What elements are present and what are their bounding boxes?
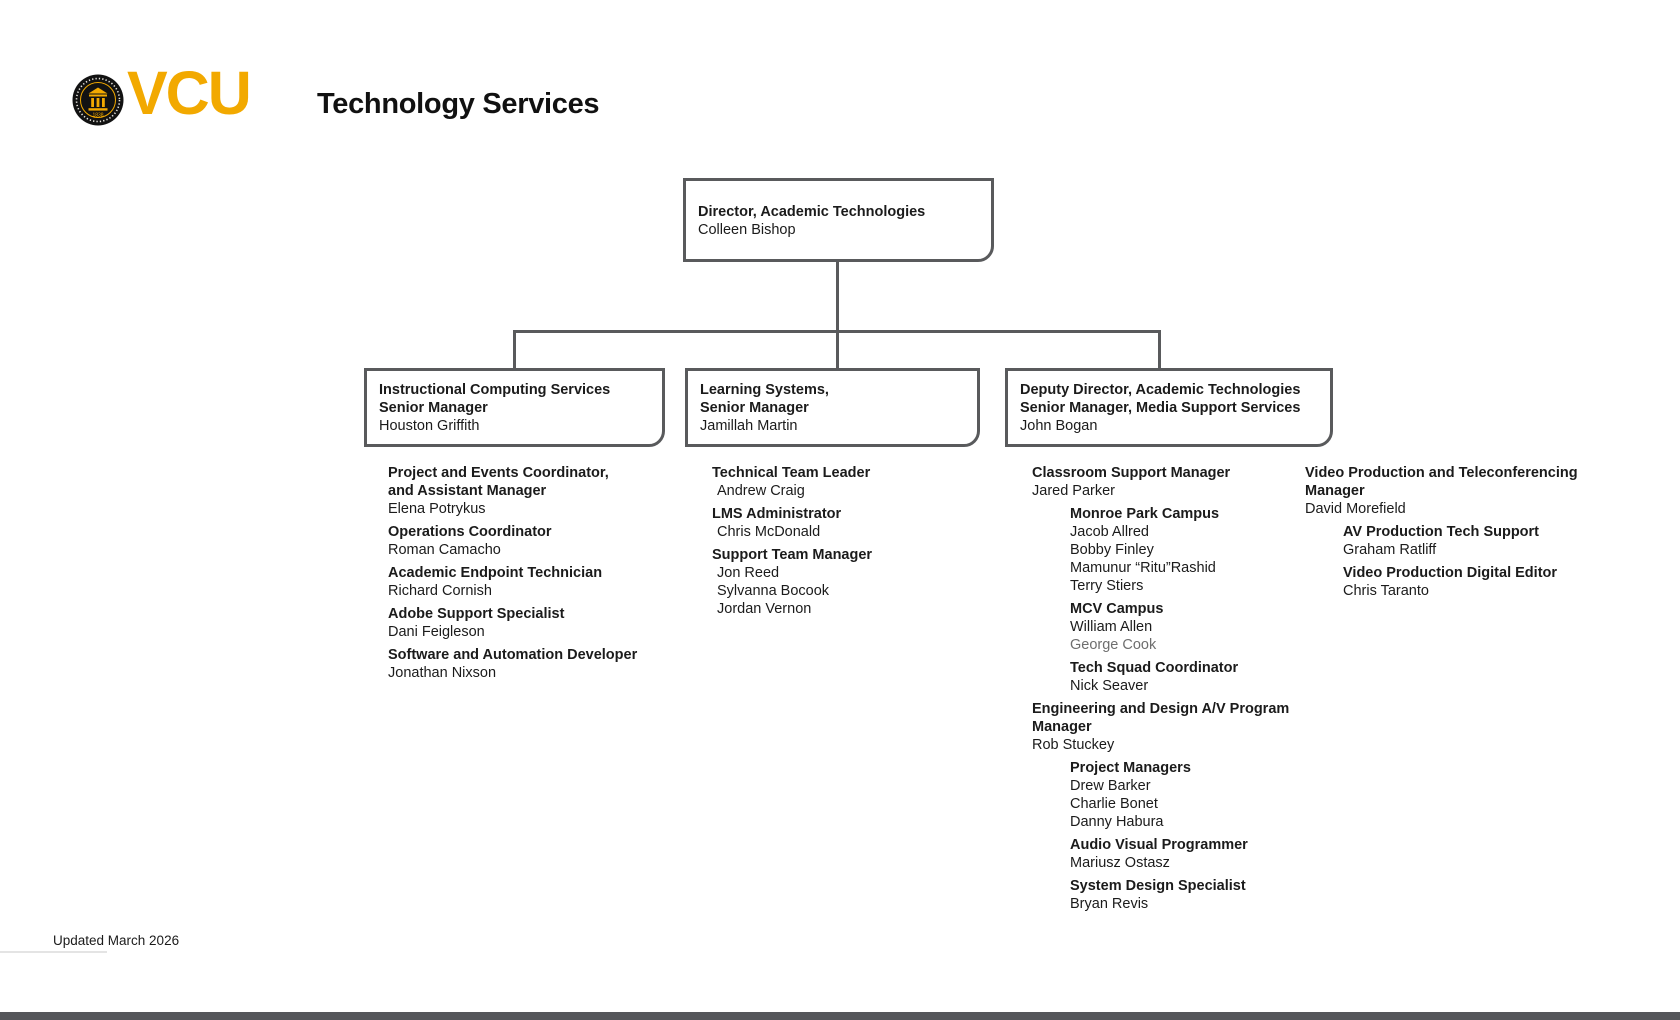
person-name: Jamillah Martin	[700, 418, 798, 434]
updated-date-note: Updated March 2026	[53, 933, 180, 948]
role-title: Instructional Computing Services	[379, 382, 611, 398]
role-title: Academic Endpoint Technician	[388, 565, 603, 581]
staff-entry	[712, 505, 1012, 541]
role-title: Manager	[1032, 719, 1092, 735]
footer-hairline	[0, 951, 107, 953]
role-title: and Assistant Manager	[388, 483, 547, 499]
person-name: David Morefield	[1305, 501, 1406, 517]
org-box-instructional-computing	[364, 368, 665, 447]
person-name: Richard Cornish	[388, 583, 492, 599]
staff-entry	[388, 523, 688, 559]
person-name: Sylvanna Bocook	[717, 583, 830, 599]
person-name: Drew Barker	[1070, 778, 1151, 794]
person-name: Mamunur “Ritu”Rashid	[1070, 560, 1216, 576]
person-name: Terry Stiers	[1070, 578, 1144, 594]
staff-entry	[1070, 505, 1342, 595]
person-name: George Cook	[1070, 637, 1157, 653]
person-name: Jacob Allred	[1070, 524, 1149, 540]
person-name: Rob Stuckey	[1032, 737, 1115, 753]
staff-entry	[1070, 759, 1342, 831]
person-name: Colleen Bishop	[698, 222, 796, 238]
staff-entry	[388, 564, 688, 600]
staff-entry	[712, 464, 1012, 500]
role-title: MCV Campus	[1070, 601, 1164, 617]
person-name: William Allen	[1070, 619, 1153, 635]
person-name: Charlie Bonet	[1070, 796, 1158, 812]
role-title: Deputy Director, Academic Technologies	[1020, 382, 1301, 398]
person-name: Jared Parker	[1032, 483, 1116, 499]
role-title: Software and Automation Developer	[388, 647, 638, 663]
staff-entry	[388, 464, 688, 518]
person-name: Bobby Finley	[1070, 542, 1154, 558]
role-title: System Design Specialist	[1070, 878, 1246, 894]
staff-entry	[1343, 523, 1635, 559]
person-name: Danny Habura	[1070, 814, 1164, 830]
role-title: Support Team Manager	[712, 547, 873, 563]
role-title: Classroom Support Manager	[1032, 465, 1231, 481]
staff-column-instructional-computing	[388, 464, 688, 682]
role-title: Technical Team Leader	[712, 465, 871, 481]
staff-entry	[1343, 564, 1635, 600]
role-title: AV Production Tech Support	[1343, 524, 1540, 540]
person-name: Bryan Revis	[1070, 896, 1149, 912]
connector-director-drop	[836, 261, 839, 368]
role-title: Operations Coordinator	[388, 524, 552, 540]
person-name: Houston Griffith	[379, 418, 480, 434]
role-title: Tech Squad Coordinator	[1070, 660, 1239, 676]
role-title: Monroe Park Campus	[1070, 506, 1220, 522]
connector-left-leg	[513, 333, 516, 368]
role-title: Project and Events Coordinator,	[388, 465, 609, 481]
vcu-wordmark: VCU	[127, 59, 250, 127]
page-title: Technology Services	[317, 88, 600, 120]
staff-entry	[388, 605, 688, 641]
staff-entry	[1070, 600, 1342, 654]
footer-bar	[0, 1012, 1680, 1020]
role-title: Adobe Support Specialist	[388, 606, 565, 622]
person-name: Nick Seaver	[1070, 678, 1149, 694]
person-name: Jordan Vernon	[717, 601, 812, 617]
person-name: Jonathan Nixson	[388, 665, 497, 681]
seal-year: 1838	[92, 112, 104, 119]
role-title: Senior Manager, Media Support Services	[1020, 400, 1301, 416]
role-title: Project Managers	[1070, 760, 1191, 776]
connector-right-leg	[1158, 333, 1161, 368]
staff-entry	[1305, 464, 1635, 600]
role-title: Learning Systems,	[700, 382, 829, 398]
connector-horizontal	[513, 330, 1161, 333]
role-title: Video Production and Teleconferencing	[1305, 465, 1578, 481]
role-title: Senior Manager	[700, 400, 809, 416]
role-title: Director, Academic Technologies	[698, 204, 926, 220]
org-box-deputy-director	[1005, 368, 1333, 447]
person-name: Graham Ratliff	[1343, 542, 1437, 558]
person-name: Dani Feigleson	[388, 624, 485, 640]
person-name: John Bogan	[1020, 418, 1098, 434]
staff-column-learning-systems	[712, 464, 1012, 618]
staff-entry	[1070, 659, 1342, 695]
staff-column-video-production	[1305, 464, 1635, 600]
org-box-learning-systems	[685, 368, 980, 447]
person-name: Roman Camacho	[388, 542, 501, 558]
role-title: Manager	[1305, 483, 1365, 499]
staff-entry	[1070, 836, 1342, 872]
person-name: Elena Potrykus	[388, 501, 486, 517]
person-name: Chris McDonald	[717, 524, 821, 540]
role-title: Video Production Digital Editor	[1343, 565, 1558, 581]
person-name: Andrew Craig	[717, 483, 805, 499]
role-title: Engineering and Design A/V Program	[1032, 701, 1290, 717]
staff-entry	[1070, 877, 1342, 913]
staff-entry	[388, 646, 688, 682]
person-name: Jon Reed	[717, 565, 780, 581]
staff-entry	[1032, 700, 1342, 913]
role-title: LMS Administrator	[712, 506, 842, 522]
staff-entry	[712, 546, 1012, 618]
person-name: Chris Taranto	[1343, 583, 1429, 599]
person-name: Mariusz Ostasz	[1070, 855, 1170, 871]
role-title: Audio Visual Programmer	[1070, 837, 1248, 853]
role-title: Senior Manager	[379, 400, 488, 416]
staff-entry	[1032, 464, 1342, 695]
vcu-seal-icon	[72, 74, 124, 126]
staff-column-media-support	[1032, 464, 1342, 913]
org-box-director	[683, 178, 994, 262]
